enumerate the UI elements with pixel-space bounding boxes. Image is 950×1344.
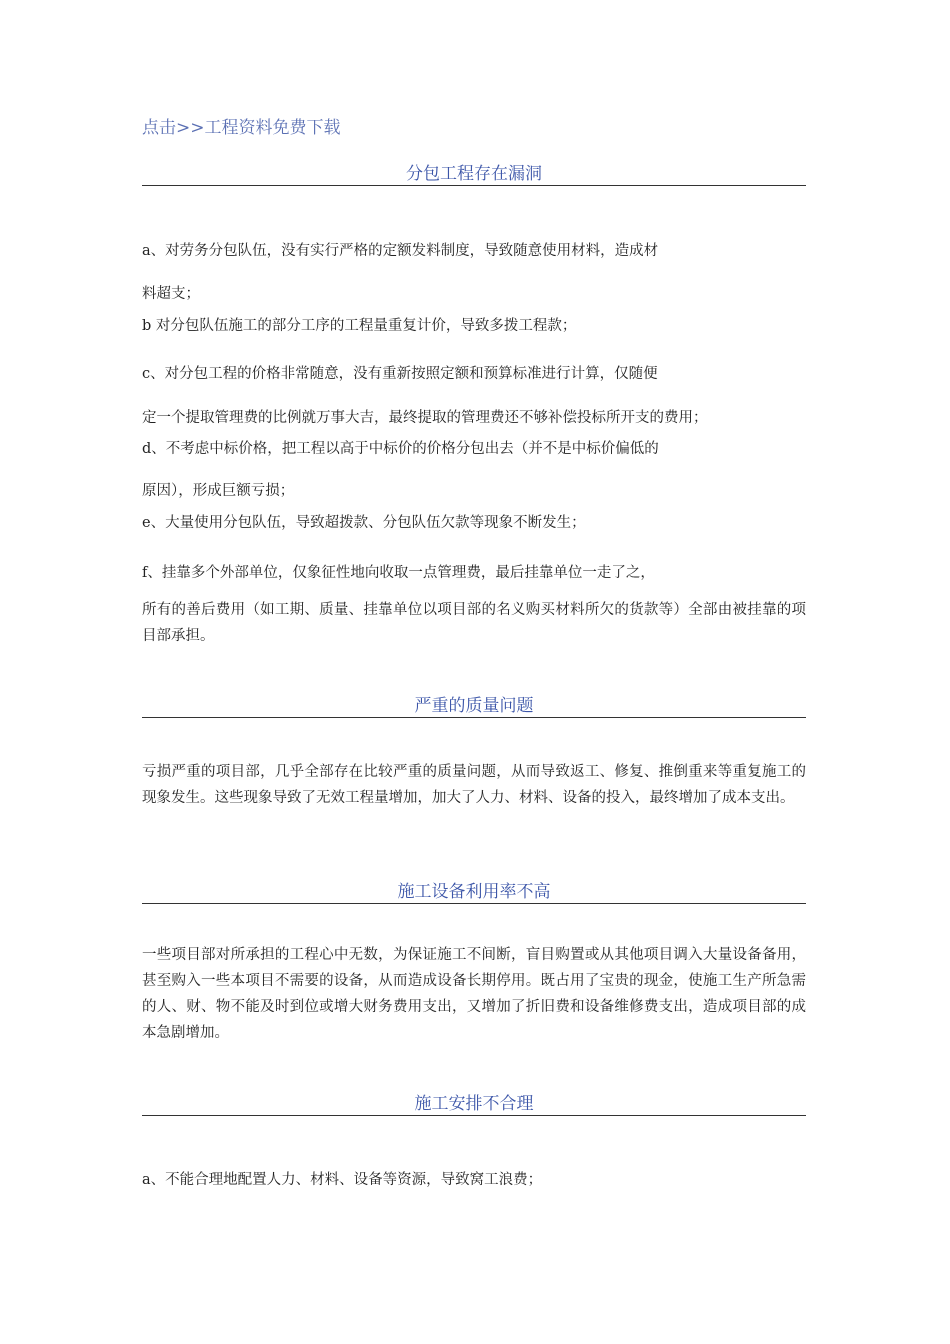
list-item: e、大量使用分包队伍，导致超拨款、分包队伍欠款等现象不断发生； [142,515,586,531]
section-heading-subcontract: 分包工程存在漏洞 [142,163,806,186]
section-heading-equipment: 施工设备利用率不高 [142,881,806,904]
section-heading-quality: 严重的质量问题 [142,695,806,718]
list-item: a、对劳务分包队伍，没有实行严格的定额发料制度，导致随意使用材料，造成材 [142,243,659,259]
list-item: 料超支； [142,286,200,302]
list-item: d、不考虑中标价格，把工程以高于中标价的价格分包出去（并不是中标价偏低的 [142,441,659,457]
paragraph: 一些项目部对所承担的工程心中无数，为保证施工不间断，盲目购置或从其他项目调入大量设备备用，甚至购入一些本项目不需要的设备，从而造成设备长期停用。既占用了宝贵的现金，使施工生产所急需的人、财、物不能及时到位或增大财务费用支出，又增加了折旧费和设备维修费支出，造成项目部的成本急剧增加。 [142,947,806,1041]
list-item: f、挂靠多个外部单位，仅象征性地向收取一点管理费，最后挂靠单位一走了之， [142,565,655,581]
list-item: a、不能合理地配置人力、材料、设备等资源，导致窝工浪费； [142,1172,543,1188]
paragraph: 亏损严重的项目部，几乎全部存在比较严重的质量问题，从而导致返工、修复、推倒重来等重复施工的现象发生。这些现象导致了无效工程量增加，加大了人力、材料、设备的投入，最终增加了成本支出。 [142,764,806,806]
list-item: 原因），形成巨额亏损； [142,483,295,499]
list-item: b 对分包队伍施工的部分工序的工程量重复计价，导致多拨工程款； [142,318,577,334]
section-heading-scheduling: 施工安排不合理 [142,1093,806,1116]
download-link[interactable]: 点击>>工程资料免费下载 [142,118,341,138]
paragraph: 所有的善后费用（如工期、质量、挂靠单位以项目部的名义购买材料所欠的货款等）全部由被挂靠的项目部承担。 [142,602,806,644]
list-item: 定一个提取管理费的比例就万事大吉，最终提取的管理费还不够补偿投标所开支的费用； [142,410,708,426]
list-item: c、对分包工程的价格非常随意，没有重新按照定额和预算标准进行计算，仅随便 [142,366,658,382]
